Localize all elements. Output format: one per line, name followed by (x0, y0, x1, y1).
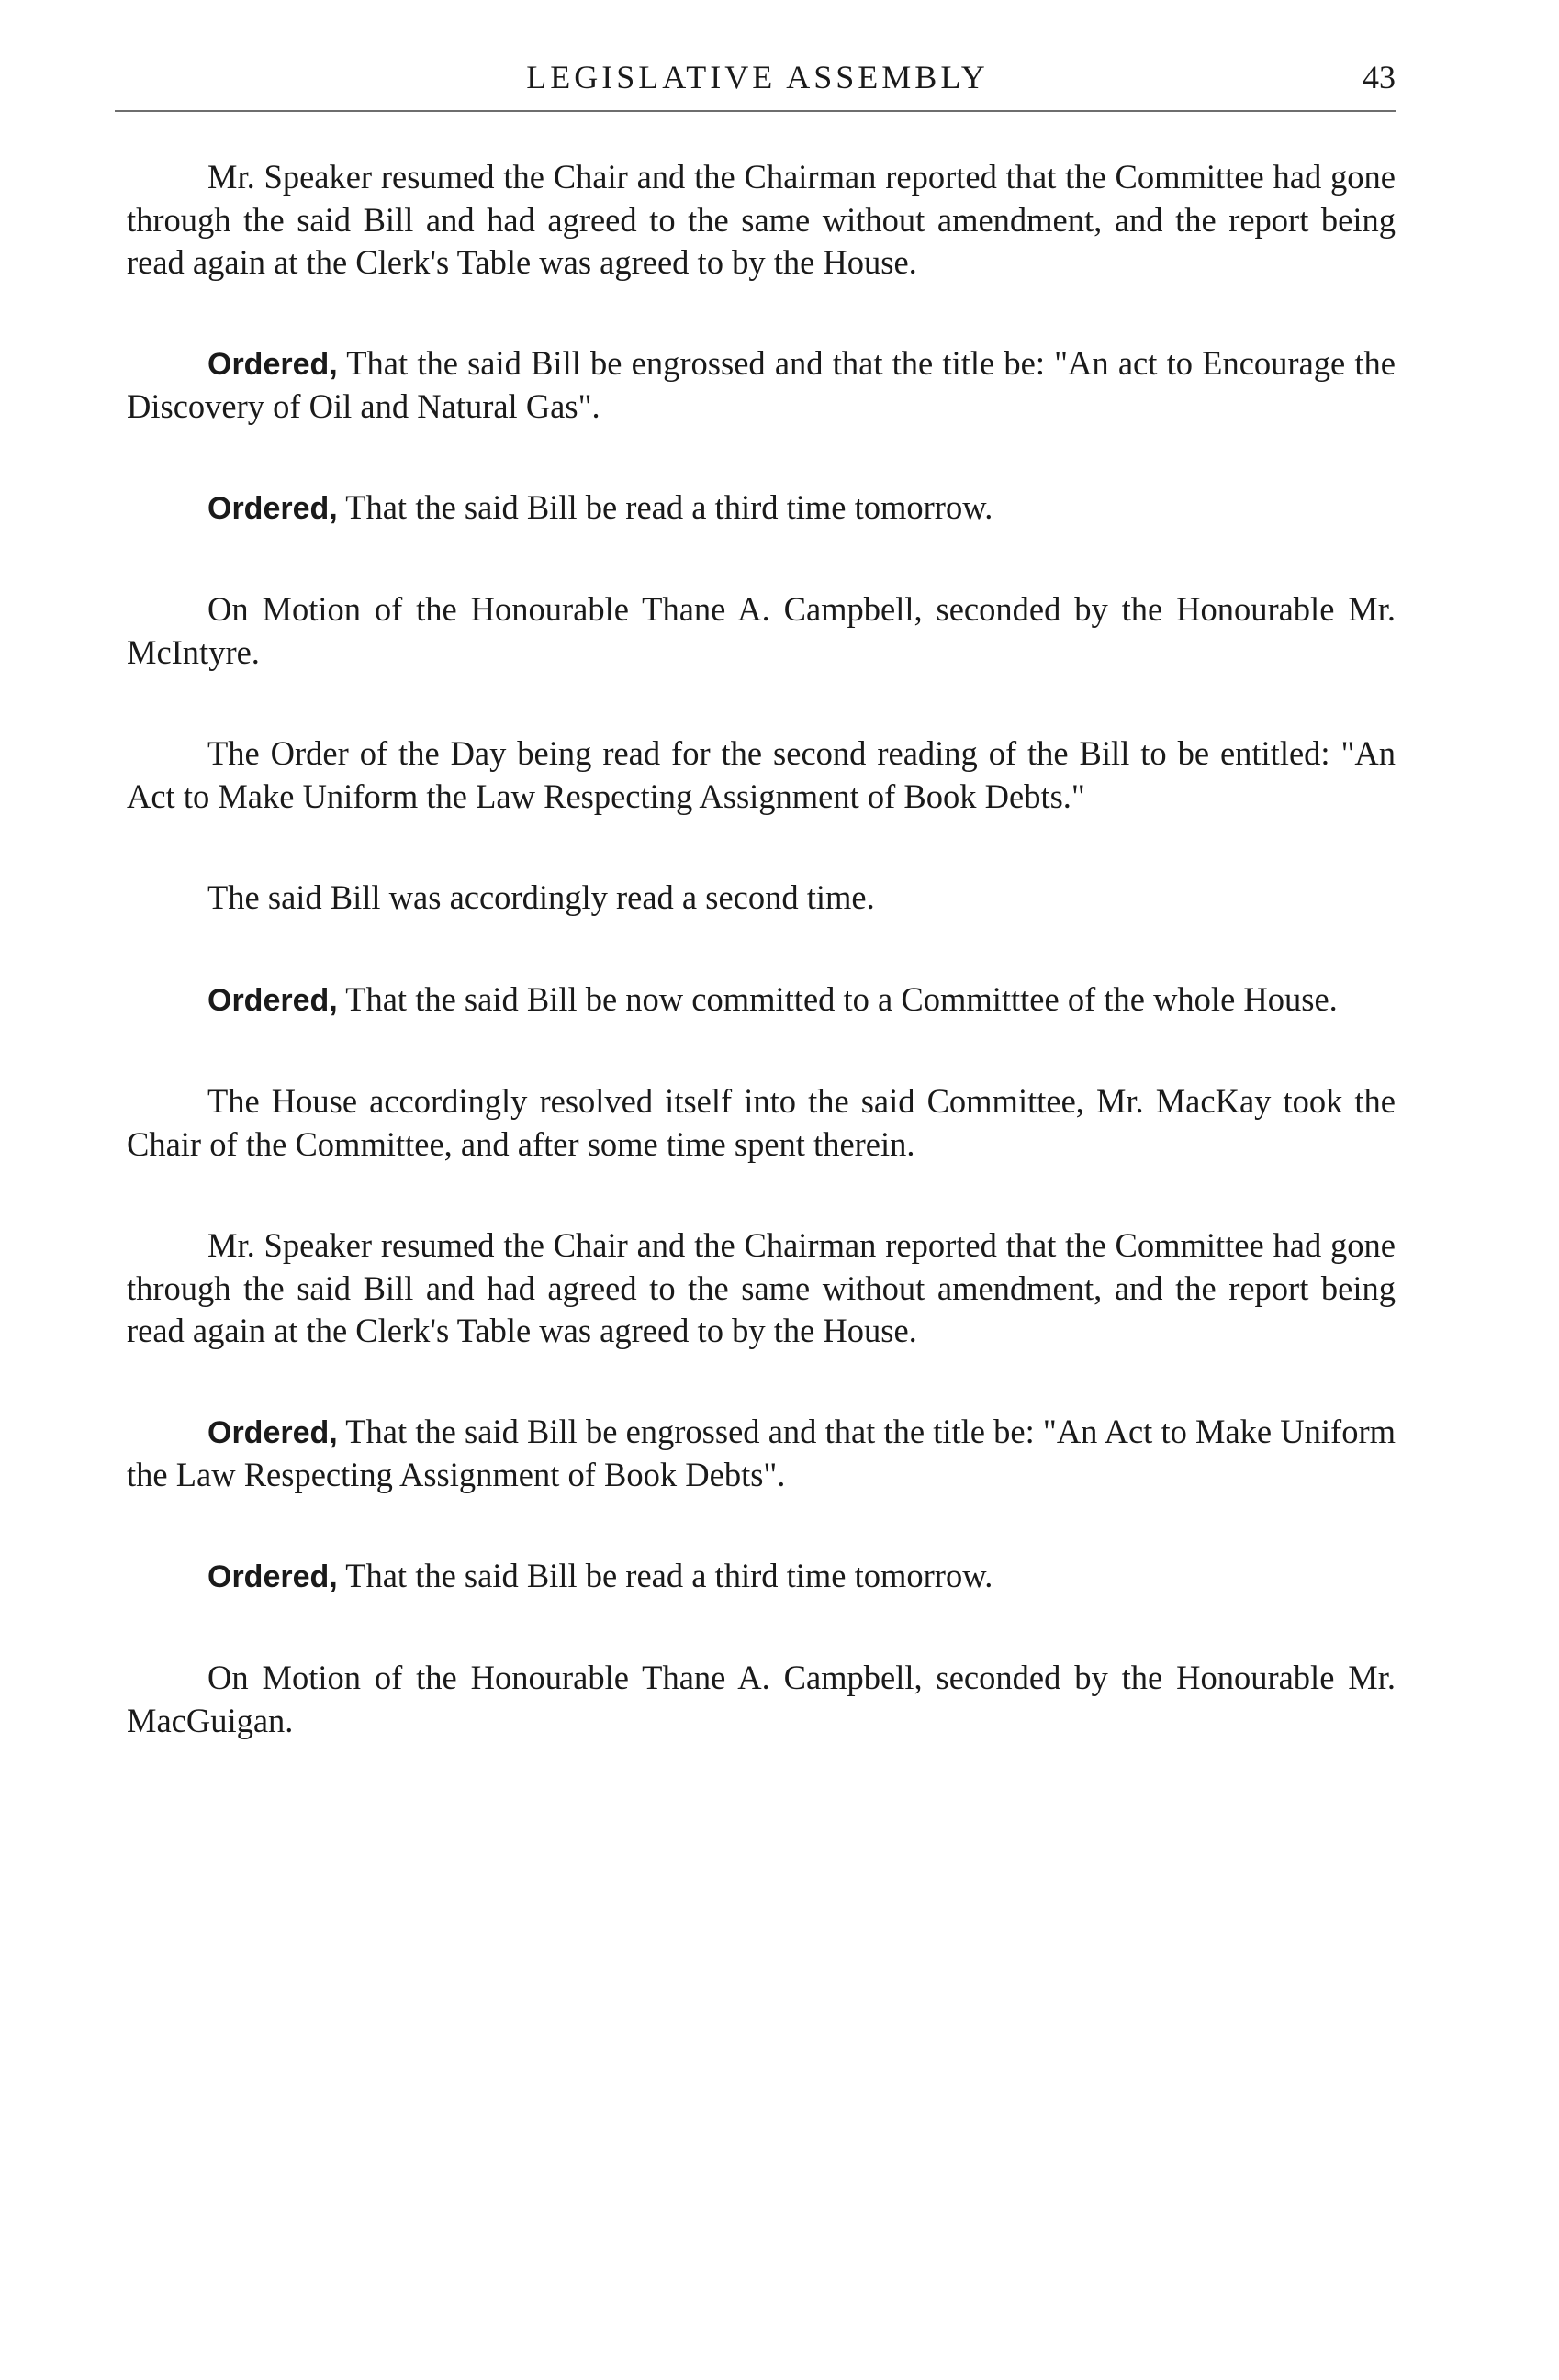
paragraph (127, 978, 1396, 1022)
paragraph-text: Mr. Speaker resumed the Chair and the Chairman reported that the Committee had gone through the said Bill and had agreed to the same without amendment, and the report being read again at the Clerk's Table was agreed to by the House. (127, 158, 1396, 281)
paragraph-text: The said Bill was accordingly read a second time. (207, 878, 875, 916)
header-rule (115, 110, 1396, 112)
paragraph (127, 1657, 1396, 1742)
paragraph-text: That the said Bill be read a third time tomorrow. (345, 1557, 993, 1594)
paragraph (127, 588, 1396, 674)
paragraph (127, 486, 1396, 530)
paragraph (127, 156, 1396, 284)
paragraph (127, 1411, 1396, 1496)
paragraph-text: That the said Bill be engrossed and that the title be: "An Act to Make Uniform the Law Respecting Assignment of Book Debts". (127, 1413, 1396, 1493)
paragraph-lead: Ordered, (207, 1559, 338, 1594)
page-number: 43 (1363, 59, 1396, 95)
paragraph-text: The House accordingly resolved itself into the said Committee, Mr. MacKay took the Chair of the Committee, and after some time spent therein. (127, 1082, 1396, 1163)
paragraph-text: That the said Bill be now committed to a Committtee of the whole House. (345, 980, 1338, 1018)
paragraph-text: The Order of the Day being read for the second reading of the Bill to be entitled: "An Act to Make Uniform the Law Respecting Assignment of Book Debts." (127, 734, 1396, 815)
paragraph-lead: Ordered, (207, 983, 338, 1018)
paragraph-text: On Motion of the Honourable Thane A. Campbell, seconded by the Honourable Mr. McIntyre. (127, 590, 1396, 671)
paragraph-lead: Ordered, (207, 347, 338, 382)
paragraph (127, 1080, 1396, 1166)
running-title: LEGISLATIVE ASSEMBLY (526, 59, 989, 95)
paragraph-text: That the said Bill be engrossed and that the title be: "An act to Encourage the Discovery of Oil and Natural Gas". (127, 344, 1396, 425)
paragraph-lead: Ordered, (207, 1415, 338, 1450)
document-body (127, 156, 1396, 1801)
paragraph (127, 877, 1396, 920)
paragraph-lead: Ordered, (207, 491, 338, 526)
paragraph-text: That the said Bill be read a third time tomorrow. (345, 488, 993, 526)
paragraph-text: On Motion of the Honourable Thane A. Campbell, seconded by the Honourable Mr. MacGuigan. (127, 1659, 1396, 1739)
page-header (119, 53, 1396, 108)
paragraph (127, 342, 1396, 428)
paragraph (127, 732, 1396, 818)
paragraph-text: Mr. Speaker resumed the Chair and the Chairman reported that the Committee had gone through the said Bill and had agreed to the same without amendment, and the report being read again at the Clerk's Table was agreed to by the House. (127, 1226, 1396, 1349)
paragraph (127, 1224, 1396, 1352)
paragraph (127, 1555, 1396, 1598)
